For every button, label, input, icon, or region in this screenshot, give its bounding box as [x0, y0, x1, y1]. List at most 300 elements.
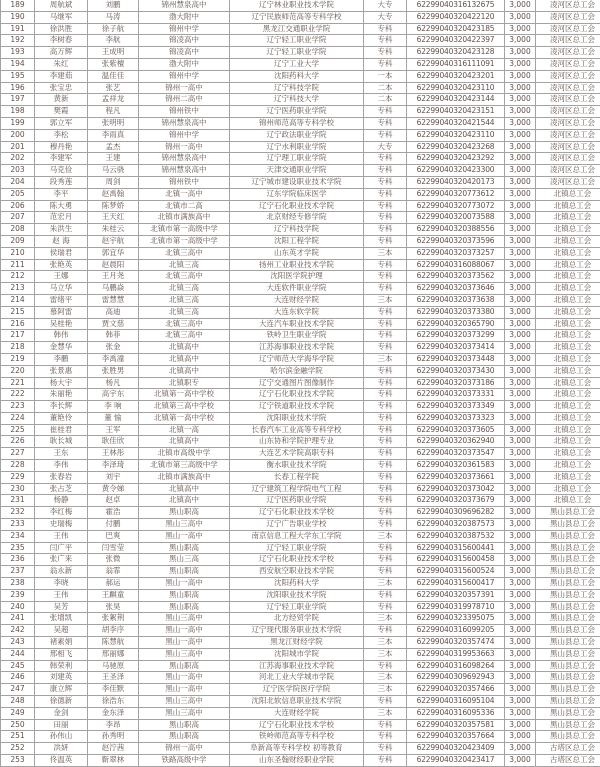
cell-high-school: 北镇市满族高中	[139, 212, 230, 224]
cell-card-number: 62299040320423417	[407, 755, 505, 767]
cell-college: 辽宁理工职业学院	[230, 153, 364, 165]
cell-card-number: 62299040315600441	[407, 542, 505, 554]
cell-member-name: 张增凯	[35, 613, 88, 625]
cell-card-number: 62299040320423110	[407, 82, 505, 94]
cell-degree-type: 专科	[364, 696, 407, 708]
cell-degree-type: 专科	[364, 743, 407, 755]
cell-high-school: 北镇一高	[139, 424, 230, 436]
cell-college: 沈阳城市学院	[230, 648, 364, 660]
cell-student-name: 赵泞茜	[88, 743, 139, 755]
cell-student-name: 张紫檀	[88, 58, 139, 70]
cell-high-school: 黑山一高中	[139, 625, 230, 637]
cell-member-name: 郭立军	[35, 117, 88, 129]
cell-row-number: 209	[1, 235, 35, 247]
cell-row-number: 208	[1, 224, 35, 236]
cell-degree-type: 专科	[364, 283, 407, 295]
cell-union: 北镇总工会	[536, 495, 600, 507]
cell-student-name: 张絮荆	[88, 613, 139, 625]
cell-row-number: 200	[1, 129, 35, 141]
table-row	[1, 389, 600, 401]
table-row	[1, 601, 600, 613]
table-row	[1, 330, 600, 342]
cell-card-number: 62299040315600417	[407, 578, 505, 590]
cell-union: 北镇总工会	[536, 353, 600, 365]
cell-degree-type: 专科	[364, 259, 407, 271]
cell-card-number: 62299040316088067	[407, 259, 505, 271]
cell-college: 大连艺术学院高职专科	[230, 448, 364, 460]
cell-degree-type: 三本	[364, 613, 407, 625]
cell-card-number: 62299040316099205	[407, 625, 505, 637]
cell-amount: 3,000	[505, 436, 536, 448]
cell-row-number: 223	[1, 401, 35, 413]
cell-amount: 3,000	[505, 106, 536, 118]
cell-college: 北方经贸学院	[230, 613, 364, 625]
cell-amount: 3,000	[505, 719, 536, 731]
cell-student-name: 胡李序	[88, 625, 139, 637]
cell-high-school: 锦州慧泉高中	[139, 153, 230, 165]
cell-degree-type: 专科	[364, 47, 407, 59]
cell-row-number: 243	[1, 637, 35, 649]
cell-union: 北镇总工会	[536, 483, 600, 495]
cell-amount: 3,000	[505, 660, 536, 672]
cell-student-name: 郝运	[88, 578, 139, 590]
cell-student-name: 马鹏焱	[88, 283, 139, 295]
cell-row-number: 245	[1, 660, 35, 672]
cell-college: 大连财经学院	[230, 294, 364, 306]
cell-union: 凌河区总工会	[536, 153, 600, 165]
table-row	[1, 530, 600, 542]
cell-degree-type: 专科	[364, 188, 407, 200]
table-row	[1, 566, 600, 578]
cell-degree-type: 专科	[364, 495, 407, 507]
cell-amount: 3,000	[505, 353, 536, 365]
cell-amount: 3,000	[505, 589, 536, 601]
cell-college: 长春工程学院	[230, 471, 364, 483]
table-row	[1, 448, 600, 460]
cell-union: 凌河区总工会	[536, 35, 600, 47]
cell-member-name: 史瑞梅	[35, 519, 88, 531]
cell-high-school: 北镇市第三高级中学	[139, 460, 230, 472]
cell-college: 辽宁铁道职业技术学院	[230, 401, 364, 413]
cell-union: 凌河区总工会	[536, 70, 600, 82]
cell-degree-type: 专科	[364, 448, 407, 460]
cell-student-name: 赵晨阳	[88, 259, 139, 271]
cell-union: 黑山县总工会	[536, 637, 600, 649]
cell-student-name: 张胜男	[88, 365, 139, 377]
cell-card-number: 62299040316095104	[407, 696, 505, 708]
cell-high-school: 黑山一高中	[139, 578, 230, 590]
cell-member-name: 吴芳	[35, 601, 88, 613]
cell-high-school: 锦凌高中	[139, 35, 230, 47]
table-row	[1, 82, 600, 94]
cell-member-name: 赵 海	[35, 235, 88, 247]
cell-union: 北镇总工会	[536, 212, 600, 224]
cell-amount: 3,000	[505, 554, 536, 566]
table-row	[1, 235, 600, 247]
cell-degree-type: 大专	[364, 0, 407, 11]
cell-member-name: 李红梅	[35, 507, 88, 519]
cell-degree-type: 专科	[364, 731, 407, 743]
cell-member-name: 金剑	[35, 707, 88, 719]
cell-union: 北镇总工会	[536, 436, 600, 448]
cell-degree-type: 专科	[364, 153, 407, 165]
cell-college: 辽宁石化职业技术学校	[230, 554, 364, 566]
table-row	[1, 294, 600, 306]
cell-card-number: 62299040320357581	[407, 719, 505, 731]
cell-degree-type: 专科	[364, 342, 407, 354]
cell-member-name: 闫广平	[35, 542, 88, 554]
cell-union: 北镇总工会	[536, 188, 600, 200]
cell-student-name: 李航	[88, 35, 139, 47]
cell-high-school: 锦州中学	[139, 129, 230, 141]
cell-degree-type: 三本	[364, 648, 407, 660]
cell-amount: 3,000	[505, 448, 536, 460]
cell-college: 扬州工业职业技术学院	[230, 259, 364, 271]
cell-high-school: 黑山职高	[139, 731, 230, 743]
cell-degree-type: 专科	[364, 625, 407, 637]
cell-union: 黑山县总工会	[536, 707, 600, 719]
cell-student-name: 李 响	[88, 401, 139, 413]
cell-union: 北镇总工会	[536, 471, 600, 483]
cell-amount: 3,000	[505, 389, 536, 401]
cell-high-school: 锦州中学	[139, 23, 230, 35]
cell-amount: 3,000	[505, 377, 536, 389]
cell-member-name: 张宝忠	[35, 82, 88, 94]
cell-student-name: 徐浩东	[88, 696, 139, 708]
cell-union: 凌河区总工会	[536, 82, 600, 94]
cell-amount: 3,000	[505, 625, 536, 637]
cell-union: 北镇总工会	[536, 294, 600, 306]
cell-high-school: 黑山三高中	[139, 707, 230, 719]
cell-high-school: 锦州一高中	[139, 82, 230, 94]
cell-union: 北镇总工会	[536, 424, 600, 436]
table-row	[1, 212, 600, 224]
cell-high-school: 锦州二高中	[139, 94, 230, 106]
cell-row-number: 189	[1, 0, 35, 11]
cell-row-number: 233	[1, 519, 35, 531]
cell-member-name: 李晓	[35, 578, 88, 590]
cell-card-number: 62299040320373257	[407, 247, 505, 259]
cell-card-number: 62299040320373349	[407, 401, 505, 413]
cell-college: 辽宁水利职业学院	[230, 141, 364, 153]
cell-student-name: 刘鹏	[88, 0, 139, 11]
cell-college: 辽宁医学院医疗学院	[230, 684, 364, 696]
cell-degree-type: 二本	[364, 82, 407, 94]
cell-high-school: 黑山三高中	[139, 696, 230, 708]
cell-college: 辽宁石化职业技术学院	[230, 389, 364, 401]
cell-amount: 3,000	[505, 129, 536, 141]
cell-row-number: 231	[1, 495, 35, 507]
cell-degree-type: 专科	[364, 377, 407, 389]
cell-member-name: 李长辉	[35, 401, 88, 413]
cell-student-name: 杨凡	[88, 377, 139, 389]
cell-amount: 3,000	[505, 294, 536, 306]
cell-member-name: 高万辉	[35, 47, 88, 59]
cell-union: 北镇总工会	[536, 318, 600, 330]
cell-college: 沈阳职业技术学院	[230, 589, 364, 601]
cell-amount: 3,000	[505, 247, 536, 259]
cell-high-school: 渤大附中	[139, 11, 230, 23]
cell-degree-type: 专科	[364, 235, 407, 247]
cell-union: 北镇总工会	[536, 306, 600, 318]
cell-amount: 3,000	[505, 530, 536, 542]
cell-row-number: 242	[1, 625, 35, 637]
cell-degree-type: 三本	[364, 530, 407, 542]
cell-high-school: 黑山职高	[139, 507, 230, 519]
cell-college: 黑龙江财经学院	[230, 637, 364, 649]
cell-college: 辽宁现代服务职业技术学院	[230, 625, 364, 637]
cell-member-name: 马克俭	[35, 165, 88, 177]
cell-card-number: 62299040320387573	[407, 519, 505, 531]
cell-union: 北镇总工会	[536, 330, 600, 342]
cell-student-name: 王建	[88, 153, 139, 165]
cell-high-school: 锦州铁中	[139, 176, 230, 188]
cell-card-number: 62299040320362940	[407, 436, 505, 448]
cell-student-name: 陈梦娇	[88, 200, 139, 212]
cell-member-name: 张艳英	[35, 259, 88, 271]
cell-member-name: 邢相飞	[35, 648, 88, 660]
cell-union: 黑山县总工会	[536, 519, 600, 531]
cell-degree-type: 专科	[364, 23, 407, 35]
cell-amount: 3,000	[505, 200, 536, 212]
cell-college: 大连财经学院	[230, 707, 364, 719]
cell-amount: 3,000	[505, 11, 536, 23]
cell-college: 辽宁城市建设职业技术学院	[230, 176, 364, 188]
cell-student-name: 温佳佳	[88, 70, 139, 82]
cell-card-number: 62299040320373661	[407, 471, 505, 483]
cell-student-name: 张明明	[88, 117, 139, 129]
table-row	[1, 731, 600, 743]
cell-row-number: 229	[1, 471, 35, 483]
table-row	[1, 188, 600, 200]
cell-college: 辽宁科技学院	[230, 82, 364, 94]
cell-student-name: 王成明	[88, 47, 139, 59]
cell-member-name: 李树春	[35, 35, 88, 47]
cell-row-number: 199	[1, 117, 35, 129]
table-row	[1, 106, 600, 118]
cell-college: 辽宁广告职业学校	[230, 519, 364, 531]
cell-member-name: 董艳伶	[35, 412, 88, 424]
cell-member-name: 穆丹艳	[35, 141, 88, 153]
cell-college: 辽宁林业职业技术学院	[230, 0, 364, 11]
cell-student-name: 李佳默	[88, 684, 139, 696]
cell-row-number: 195	[1, 70, 35, 82]
cell-card-number: 62299040320423300	[407, 165, 505, 177]
cell-high-school: 黑山职高	[139, 542, 230, 554]
table-row	[1, 755, 600, 767]
cell-high-school: 黑山职高	[139, 719, 230, 731]
cell-student-name: 朱桂云	[88, 224, 139, 236]
cell-row-number: 192	[1, 35, 35, 47]
cell-high-school: 黑山一高中	[139, 530, 230, 542]
cell-card-number: 62299040320421544	[407, 117, 505, 129]
cell-card-number: 62299040319978710	[407, 601, 505, 613]
table-row	[1, 412, 600, 424]
cell-student-name: 李昂	[88, 719, 139, 731]
cell-student-name: 金东泽	[88, 707, 139, 719]
cell-member-name: 马继军	[35, 11, 88, 23]
cell-card-number: 62299040320420173	[407, 176, 505, 188]
cell-college: 铁岭师范高等专科学校	[230, 731, 364, 743]
table-row	[1, 306, 600, 318]
cell-degree-type: 专科	[364, 589, 407, 601]
cell-row-number: 207	[1, 212, 35, 224]
cell-student-name: 马涛	[88, 11, 139, 23]
cell-high-school: 铁路高级中学	[139, 755, 230, 767]
table-row	[1, 519, 600, 531]
cell-student-name: 王军	[88, 424, 139, 436]
cell-college: 辽宁科技学院	[230, 224, 364, 236]
cell-college: 辽宁轻工职业学院	[230, 542, 364, 554]
cell-row-number: 194	[1, 58, 35, 70]
table-row	[1, 495, 600, 507]
cell-member-name: 佟温英	[35, 755, 88, 767]
cell-high-school: 锦州慧泉高中	[139, 117, 230, 129]
table-row	[1, 696, 600, 708]
cell-college: 辽宁交通图片图像制作	[230, 377, 364, 389]
cell-card-number: 62299040320373414	[407, 342, 505, 354]
cell-high-school: 黑山一高中	[139, 637, 230, 649]
cell-high-school: 北镇三高中	[139, 318, 230, 330]
cell-high-school: 黑山职高	[139, 566, 230, 578]
cell-member-name: 孙伟山	[35, 731, 88, 743]
table-row	[1, 283, 600, 295]
cell-college: 江苏海事职业技术学院	[230, 342, 364, 354]
cell-student-name: 周剑	[88, 176, 139, 188]
cell-amount: 3,000	[505, 613, 536, 625]
cell-union: 北镇总工会	[536, 342, 600, 354]
cell-degree-type: 专科	[364, 566, 407, 578]
cell-card-number: 62299040309696282	[407, 507, 505, 519]
cell-member-name: 徐洪胜	[35, 23, 88, 35]
cell-union: 凌河区总工会	[536, 176, 600, 188]
cell-degree-type: 大专	[364, 11, 407, 23]
cell-row-number: 236	[1, 554, 35, 566]
cell-row-number: 234	[1, 530, 35, 542]
cell-high-school: 北镇三高中	[139, 247, 230, 259]
cell-degree-type: 专科	[364, 117, 407, 129]
cell-high-school: 北镇三高中	[139, 271, 230, 283]
cell-member-name: 杨大宇	[35, 377, 88, 389]
cell-student-name: 闫雪莹	[88, 542, 139, 554]
cell-student-name: 马云骁	[88, 165, 139, 177]
cell-high-school: 黑山一高中	[139, 672, 230, 684]
table-row	[1, 625, 600, 637]
table-row	[1, 23, 600, 35]
table-row	[1, 259, 600, 271]
cell-college: 锦州师范高等专科学校	[230, 117, 364, 129]
cell-college: 沈阳职业技术学院	[230, 412, 364, 424]
cell-degree-type: 三本	[364, 672, 407, 684]
cell-high-school: 北镇第一高中学校	[139, 389, 230, 401]
cell-member-name: 李伟	[35, 460, 88, 472]
cell-college: 河北工业大学城市学院	[230, 672, 364, 684]
cell-college: 铁岭卫生职业学院	[230, 330, 364, 342]
table-row	[1, 507, 600, 519]
cell-card-number: 62299040320373605	[407, 424, 505, 436]
cell-high-school: 北镇三高中	[139, 330, 230, 342]
cell-high-school: 北镇三高	[139, 283, 230, 295]
cell-amount: 3,000	[505, 743, 536, 755]
cell-college: 沈阳工程学院	[230, 235, 364, 247]
cell-amount: 3,000	[505, 153, 536, 165]
cell-member-name: 李建军	[35, 153, 88, 165]
cell-degree-type: 专科	[364, 35, 407, 47]
cell-card-number: 62299040320773612	[407, 188, 505, 200]
cell-union: 黑山县总工会	[536, 578, 600, 590]
cell-student-name: 张艺	[88, 82, 139, 94]
cell-amount: 3,000	[505, 94, 536, 106]
cell-college: 哈尔滨金融学院	[230, 365, 364, 377]
table-row	[1, 70, 600, 82]
cell-student-name: 巴爽	[88, 530, 139, 542]
cell-high-school: 锦州慧泉高中	[139, 0, 230, 11]
table-row	[1, 200, 600, 212]
table-row	[1, 460, 600, 472]
cell-member-name: 慕阿雷	[35, 306, 88, 318]
cell-member-name: 杨静	[35, 495, 88, 507]
cell-high-school: 北镇市满族高中	[139, 471, 230, 483]
cell-amount: 3,000	[505, 23, 536, 35]
cell-member-name: 翁永新	[35, 566, 88, 578]
table-row	[1, 271, 600, 283]
table-row	[1, 401, 600, 413]
cell-student-name: 李禹潼	[88, 353, 139, 365]
cell-amount: 3,000	[505, 471, 536, 483]
cell-amount: 3,000	[505, 696, 536, 708]
cell-row-number: 227	[1, 448, 35, 460]
cell-member-name: 雷绪平	[35, 294, 88, 306]
cell-student-name: 赵禹翰	[88, 188, 139, 200]
cell-row-number: 251	[1, 731, 35, 743]
cell-student-name: 王月尧	[88, 271, 139, 283]
cell-member-name: 张占芝	[35, 483, 88, 495]
cell-high-school: 北镇职专	[139, 377, 230, 389]
table-row	[1, 483, 600, 495]
cell-degree-type: 一本	[364, 70, 407, 82]
cell-card-number: 62299040320423268	[407, 141, 505, 153]
cell-high-school: 北镇高中	[139, 483, 230, 495]
cell-union: 黑山县总工会	[536, 530, 600, 542]
cell-college: 沈阳医学院护理	[230, 271, 364, 283]
cell-amount: 3,000	[505, 637, 536, 649]
cell-high-school: 锦州一高中	[139, 743, 230, 755]
cell-union: 黑山县总工会	[536, 660, 600, 672]
cell-degree-type: 专科	[364, 176, 407, 188]
cell-degree-type: 专科	[364, 542, 407, 554]
cell-card-number: 62299040320423201	[407, 70, 505, 82]
cell-student-name: 高迪	[88, 306, 139, 318]
cell-amount: 3,000	[505, 412, 536, 424]
cell-amount: 3,000	[505, 117, 536, 129]
cell-amount: 3,000	[505, 495, 536, 507]
cell-degree-type: 专科	[364, 424, 407, 436]
cell-student-name: 王麒童	[88, 589, 139, 601]
cell-member-name: 张广来	[35, 554, 88, 566]
cell-member-name: 刘建英	[35, 672, 88, 684]
cell-student-name: 王林彤	[88, 448, 139, 460]
cell-college: 辽东学院临床医学	[230, 188, 364, 200]
cell-amount: 3,000	[505, 365, 536, 377]
cell-card-number: 62299040315600458	[407, 554, 505, 566]
cell-union: 北镇总工会	[536, 259, 600, 271]
cell-student-name: 韩菲	[88, 330, 139, 342]
cell-union: 黑山县总工会	[536, 719, 600, 731]
cell-degree-type: 三本	[364, 707, 407, 719]
cell-degree-type: 专科	[364, 58, 407, 70]
cell-high-school: 黑山职高	[139, 601, 230, 613]
cell-amount: 3,000	[505, 519, 536, 531]
